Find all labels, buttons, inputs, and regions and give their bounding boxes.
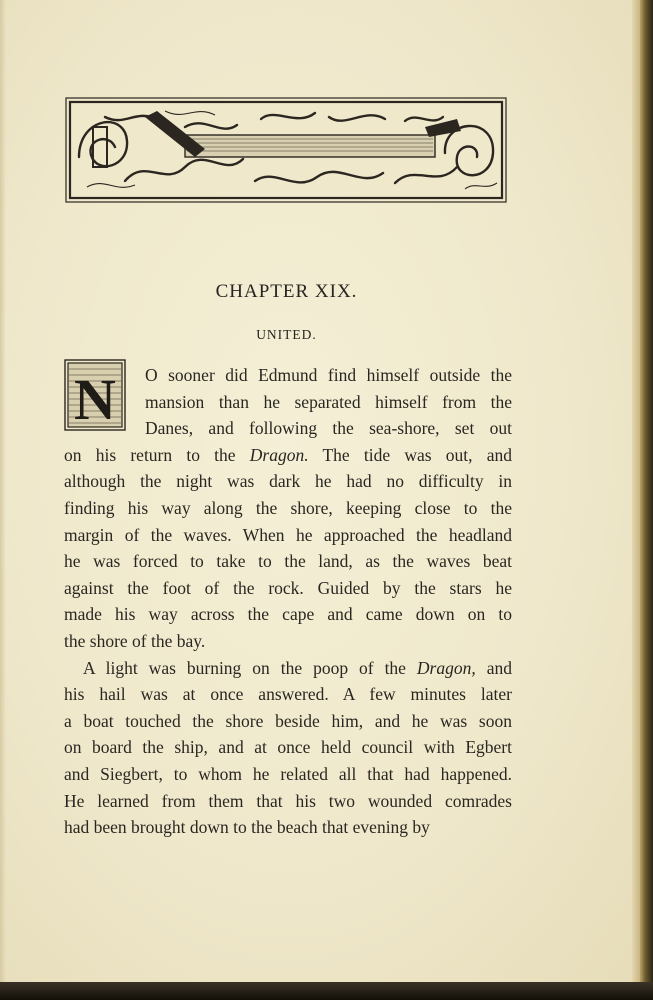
text-span: mansion than he separated himself from the (145, 391, 512, 412)
text-span: O sooner did Edmund find himself outside the (145, 365, 512, 385)
text-span: Danes, and following the sea-shore, set out (145, 418, 512, 439)
ship-name: Dragon. (249, 444, 309, 465)
text-span: although the night was dark he had no difficulty in (64, 471, 512, 492)
text-span: had been brought down to the beach that evening by (64, 817, 430, 838)
text-span: the shore of the bay. (64, 631, 206, 651)
text-line (145, 391, 512, 413)
ship-name: Dragon, (416, 657, 476, 678)
chapter-number: CHAPTER XIX. (215, 281, 358, 302)
text-line (64, 497, 512, 519)
text-span: a boat touched the shore beside him, and he was soon (64, 710, 512, 731)
dropcap-ornament (64, 359, 126, 431)
text-line (64, 683, 512, 705)
text-span: on board the ship, and at once held council with Egbert (64, 737, 512, 758)
text-span: against the foot of the rock. Guided by the stars he (64, 577, 512, 598)
book-binding (640, 0, 653, 1000)
text-span: made his way across the cape and came down on to (64, 604, 512, 625)
text-line (64, 816, 512, 838)
text-line (64, 710, 512, 732)
text-line (64, 630, 512, 652)
text-line (145, 364, 512, 386)
page-left-edge (0, 0, 6, 982)
text-span: he was forced to take to the land, as the waves beat (64, 551, 512, 572)
text-span: and Siegbert, to whom he related all that had happened. (64, 764, 512, 784)
text-line (64, 763, 512, 785)
text-span: He learned from them that his two wounded comrades (64, 790, 512, 811)
text-line (64, 577, 512, 599)
chapter-title: UNITED. (256, 327, 317, 342)
text-span: finding his way along the shore, keeping close to the (64, 498, 512, 518)
text-span: his hail was at once answered. A few minutes later (64, 684, 512, 705)
ornamental-headpiece (65, 97, 507, 203)
text-line (64, 550, 512, 572)
text-line (64, 444, 512, 466)
text-span: on his return to the (64, 444, 250, 465)
text-span: margin of the waves. When he approached the headland (64, 524, 512, 545)
dropcap-letter: N (74, 367, 116, 431)
text-line (64, 603, 512, 625)
text-span: A light was burning on the poop of the (83, 657, 417, 678)
text-span: The tide was out, and (308, 444, 513, 465)
text-line (64, 524, 512, 546)
text-span: and (475, 657, 512, 678)
text-line (64, 790, 512, 812)
page-bottom-shadow (0, 982, 653, 1000)
text-line (64, 657, 512, 679)
text-line (145, 417, 512, 439)
text-line (64, 470, 512, 492)
text-line (64, 736, 512, 758)
